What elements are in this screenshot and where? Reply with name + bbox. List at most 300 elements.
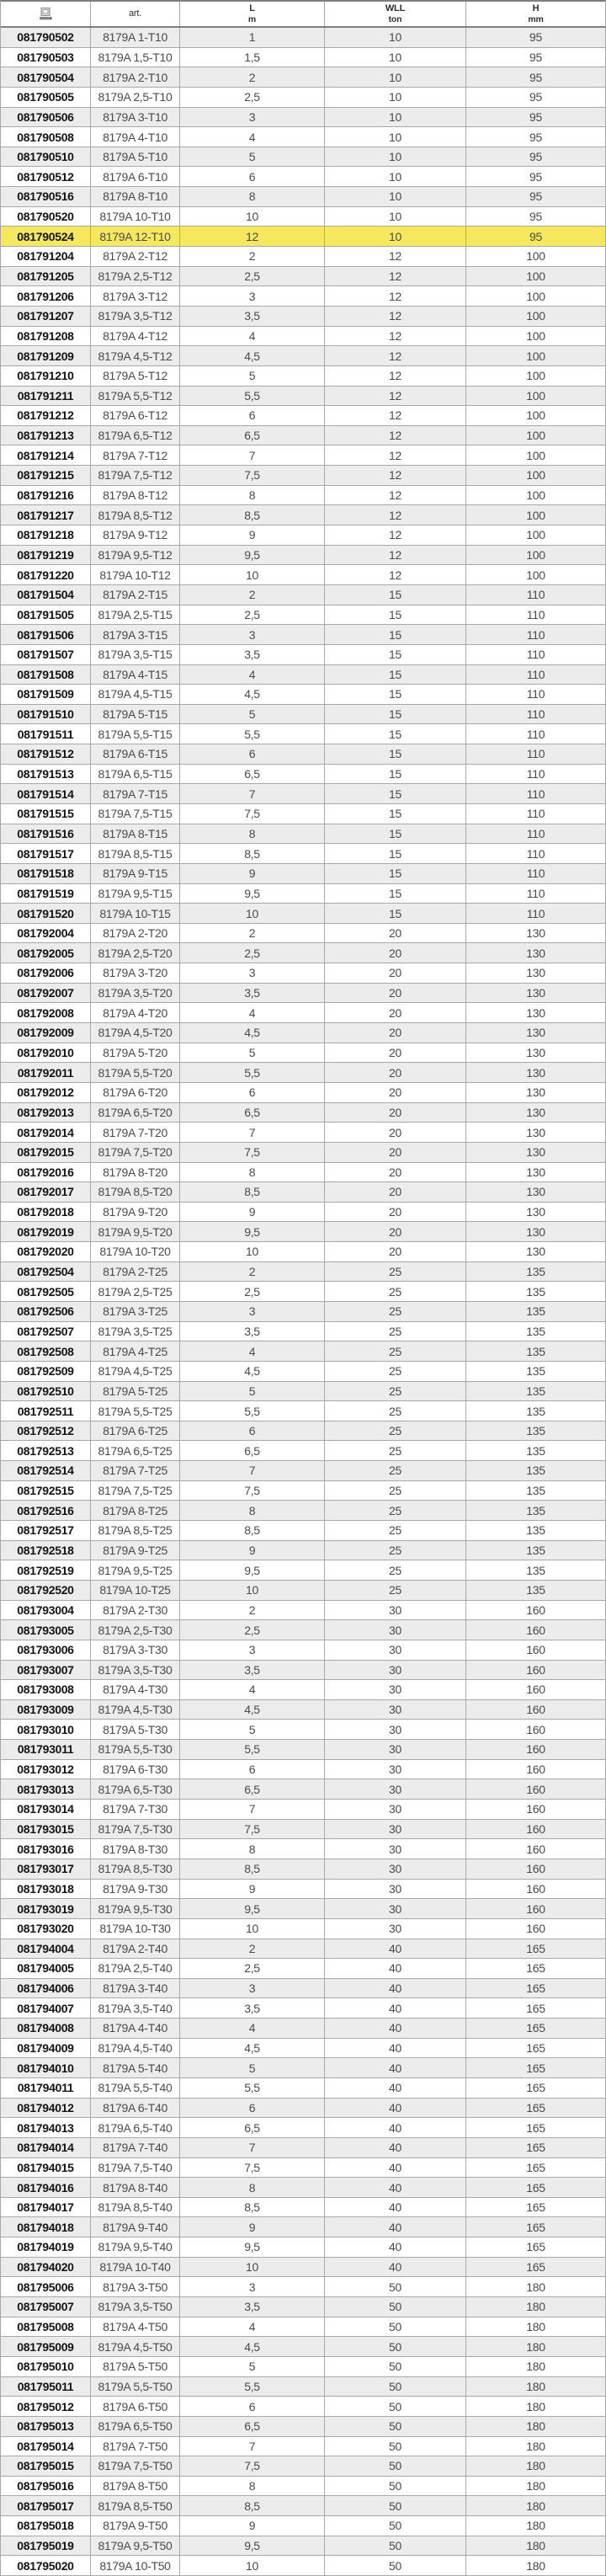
table-row[interactable] — [1, 685, 605, 705]
cell-length: 3 — [180, 963, 325, 983]
cell-code[interactable]: 081792516 — [1, 1501, 91, 1520]
table-row[interactable] — [1, 1581, 605, 1601]
table-row[interactable] — [1, 1700, 605, 1720]
cell-code[interactable]: 081794009 — [1, 2039, 91, 2058]
cell-height: 130 — [526, 1125, 545, 1139]
cell-length: 3,5 — [180, 2297, 325, 2317]
cell-code[interactable]: 081791218 — [1, 525, 91, 545]
cell-code[interactable]: 081791206 — [1, 286, 91, 306]
table-row[interactable] — [1, 904, 605, 924]
table-row[interactable] — [1, 744, 605, 765]
cell-code[interactable]: 081791505 — [1, 605, 91, 625]
cell-code[interactable]: 081791213 — [1, 426, 91, 445]
table-row[interactable] — [1, 2039, 605, 2059]
table-row[interactable] — [1, 1481, 605, 1501]
cell-code[interactable]: 081792517 — [1, 1521, 91, 1540]
table-row[interactable] — [1, 2477, 605, 2497]
table-row[interactable] — [1, 1222, 605, 1242]
table-row[interactable] — [1, 2198, 605, 2218]
table-row[interactable] — [1, 864, 605, 884]
cell-code[interactable]: 081791209 — [1, 346, 91, 365]
cell-wll: 15 — [325, 844, 466, 863]
cell-art: 8179A 7-T25 — [91, 1461, 180, 1480]
cell-code[interactable]: 081794018 — [1, 2217, 91, 2237]
table-row[interactable] — [1, 1740, 605, 1760]
cell-code[interactable]: 081790503 — [1, 48, 91, 67]
table-row[interactable] — [1, 1661, 605, 1681]
table-row-highlighted[interactable] — [1, 227, 605, 247]
table-row[interactable] — [1, 2217, 605, 2237]
cell-code[interactable]: 081790524 — [1, 227, 91, 246]
table-row[interactable] — [1, 2138, 605, 2158]
cell-height: 165 — [526, 2061, 545, 2075]
cell-code[interactable]: 081791205 — [1, 267, 91, 286]
table-row[interactable] — [1, 724, 605, 744]
table-row[interactable] — [1, 406, 605, 426]
cell-length: 6,5 — [180, 1103, 325, 1123]
cell-height: 110 — [526, 588, 545, 602]
table-row[interactable] — [1, 984, 605, 1004]
table-row[interactable] — [1, 1779, 605, 1800]
cell-code[interactable]: 081795007 — [1, 2297, 91, 2317]
cell-code[interactable]: 081793020 — [1, 1919, 91, 1939]
cell-code[interactable]: 081791519 — [1, 884, 91, 904]
table-row[interactable] — [1, 2158, 605, 2179]
cell-code[interactable]: 081795019 — [1, 2536, 91, 2556]
cell-code[interactable]: 081791210 — [1, 366, 91, 386]
cell-height: 165 — [526, 2041, 545, 2056]
table-row[interactable] — [1, 565, 605, 585]
table-row[interactable] — [1, 2118, 605, 2138]
table-row[interactable] — [1, 67, 605, 88]
cell-code[interactable]: 081794014 — [1, 2138, 91, 2157]
cell-wll: 12 — [325, 546, 466, 565]
cell-code[interactable]: 081792004 — [1, 924, 91, 943]
cell-code[interactable]: 081792005 — [1, 943, 91, 963]
cell-code[interactable]: 081792520 — [1, 1581, 91, 1600]
table-row[interactable] — [1, 585, 605, 605]
table-row[interactable] — [1, 1441, 605, 1461]
table-row[interactable] — [1, 1242, 605, 1262]
table-row[interactable] — [1, 844, 605, 864]
table-row[interactable] — [1, 1720, 605, 1740]
table-row[interactable] — [1, 108, 605, 128]
table-row[interactable] — [1, 1521, 605, 1541]
cell-code[interactable]: 081792011 — [1, 1063, 91, 1082]
cell-code[interactable]: 081790512 — [1, 167, 91, 186]
table-row[interactable] — [1, 943, 605, 963]
cell-art: 8179A 2,5-T12 — [91, 267, 180, 286]
table-row[interactable] — [1, 127, 605, 147]
table-row[interactable] — [1, 1998, 605, 2019]
table-row[interactable] — [1, 2456, 605, 2477]
cell-code[interactable]: 081791517 — [1, 844, 91, 863]
table-row[interactable] — [1, 525, 605, 546]
cell-wll: 30 — [325, 1779, 466, 1799]
table-row[interactable] — [1, 387, 605, 407]
cell-code[interactable]: 081792505 — [1, 1282, 91, 1301]
cell-code[interactable]: 081792006 — [1, 963, 91, 983]
table-row[interactable] — [1, 605, 605, 626]
cell-code[interactable]: 081793016 — [1, 1839, 91, 1859]
cell-code[interactable]: 081793006 — [1, 1640, 91, 1660]
cell-code[interactable]: 081794007 — [1, 1998, 91, 2018]
cell-code[interactable]: 081792012 — [1, 1083, 91, 1102]
cell-art: 8179A 12-T10 — [91, 227, 180, 246]
cell-code[interactable]: 081792020 — [1, 1242, 91, 1261]
table-row[interactable] — [1, 1959, 605, 1979]
cell-art: 8179A 5,5-T20 — [91, 1063, 180, 1082]
cell-code[interactable]: 081794010 — [1, 2058, 91, 2077]
cell-code[interactable]: 081791506 — [1, 625, 91, 644]
cell-code[interactable]: 081791211 — [1, 387, 91, 406]
cell-code[interactable]: 081795015 — [1, 2456, 91, 2476]
table-row[interactable] — [1, 2058, 605, 2078]
table-row[interactable] — [1, 1939, 605, 1960]
cell-code[interactable]: 081792506 — [1, 1302, 91, 1321]
cell-code[interactable]: 081794008 — [1, 2019, 91, 2038]
table-row[interactable] — [1, 2237, 605, 2258]
table-row[interactable] — [1, 1322, 605, 1342]
cell-code[interactable]: 081791518 — [1, 864, 91, 883]
cell-code[interactable]: 081792010 — [1, 1043, 91, 1063]
table-row[interactable] — [1, 2536, 605, 2557]
cell-code[interactable]: 081792509 — [1, 1362, 91, 1381]
cell-code[interactable]: 081790506 — [1, 108, 91, 127]
cell-code[interactable]: 081795012 — [1, 2397, 91, 2416]
table-row[interactable] — [1, 2496, 605, 2516]
table-row[interactable] — [1, 1163, 605, 1183]
cell-art: 8179A 8,5-T25 — [91, 1521, 180, 1540]
table-row[interactable] — [1, 48, 605, 68]
cell-code[interactable]: 081790510 — [1, 147, 91, 167]
table-row[interactable] — [1, 1899, 605, 1919]
table-row[interactable] — [1, 466, 605, 486]
table-row[interactable] — [1, 1421, 605, 1442]
cell-art: 8179A 9-T12 — [91, 525, 180, 545]
table-row[interactable] — [1, 187, 605, 207]
table-row[interactable] — [1, 2357, 605, 2377]
cell-height: 135 — [526, 1324, 545, 1338]
cell-code[interactable]: 081795008 — [1, 2317, 91, 2337]
cell-code[interactable]: 081792015 — [1, 1143, 91, 1162]
cell-code[interactable]: 081795017 — [1, 2496, 91, 2515]
cell-height: 165 — [526, 2200, 545, 2215]
cell-code[interactable]: 081792510 — [1, 1382, 91, 1401]
table-row[interactable] — [1, 2297, 605, 2317]
table-row[interactable] — [1, 1203, 605, 1223]
cell-wll: 15 — [325, 605, 466, 625]
table-row[interactable] — [1, 426, 605, 446]
cell-code[interactable]: 081791504 — [1, 585, 91, 605]
cell-code[interactable]: 081791208 — [1, 327, 91, 346]
cell-code[interactable]: 081790504 — [1, 67, 91, 87]
cell-height: 135 — [526, 1364, 545, 1379]
table-row[interactable] — [1, 1820, 605, 1840]
table-row[interactable] — [1, 2099, 605, 2119]
cell-wll: 12 — [325, 366, 466, 386]
table-row[interactable] — [1, 2337, 605, 2357]
table-row[interactable] — [1, 1601, 605, 1621]
cell-code[interactable]: 081793007 — [1, 1661, 91, 1680]
cell-code[interactable]: 081791214 — [1, 445, 91, 465]
table-row[interactable] — [1, 765, 605, 785]
table-row[interactable] — [1, 486, 605, 506]
cell-code[interactable]: 081791516 — [1, 824, 91, 844]
table-row[interactable] — [1, 445, 605, 466]
cell-code[interactable]: 081792016 — [1, 1163, 91, 1182]
cell-code[interactable]: 081792014 — [1, 1123, 91, 1142]
table-row[interactable] — [1, 1461, 605, 1481]
cell-code[interactable]: 081793008 — [1, 1680, 91, 1699]
table-row[interactable] — [1, 924, 605, 944]
table-row[interactable] — [1, 346, 605, 366]
cell-code[interactable]: 081792511 — [1, 1401, 91, 1421]
table-row[interactable] — [1, 2019, 605, 2039]
table-row[interactable] — [1, 167, 605, 187]
table-row[interactable] — [1, 1640, 605, 1661]
cell-length: 8,5 — [180, 844, 325, 863]
cell-code[interactable]: 081792007 — [1, 984, 91, 1003]
cell-code[interactable]: 081793017 — [1, 1859, 91, 1879]
cell-code[interactable]: 081794019 — [1, 2237, 91, 2257]
table-row[interactable] — [1, 1620, 605, 1640]
table-row[interactable] — [1, 1103, 605, 1123]
cell-height: 165 — [526, 2260, 545, 2275]
cell-code[interactable]: 081791515 — [1, 804, 91, 824]
table-row[interactable] — [1, 1341, 605, 1362]
table-row[interactable] — [1, 1979, 605, 1999]
cell-code[interactable]: 081791510 — [1, 705, 91, 724]
table-row[interactable] — [1, 366, 605, 387]
cell-code[interactable]: 081794016 — [1, 2178, 91, 2197]
cell-code[interactable]: 081793019 — [1, 1899, 91, 1918]
cell-length: 7,5 — [180, 2158, 325, 2178]
table-row[interactable] — [1, 1501, 605, 1521]
cell-code[interactable]: 081791513 — [1, 765, 91, 784]
cell-code[interactable]: 081792013 — [1, 1103, 91, 1123]
cell-art: 8179A 9-T20 — [91, 1203, 180, 1222]
table-row[interactable] — [1, 784, 605, 804]
cell-code[interactable]: 081791507 — [1, 645, 91, 664]
cell-length: 3,5 — [180, 1998, 325, 2018]
cell-code[interactable]: 081793018 — [1, 1880, 91, 1899]
cell-code[interactable]: 081790508 — [1, 127, 91, 147]
cell-code[interactable]: 081792017 — [1, 1182, 91, 1202]
cell-wll: 10 — [325, 28, 466, 47]
table-row[interactable] — [1, 1859, 605, 1880]
table-row[interactable] — [1, 2516, 605, 2536]
cell-code[interactable]: 081790516 — [1, 187, 91, 206]
table-row[interactable] — [1, 1143, 605, 1163]
table-row[interactable] — [1, 1043, 605, 1064]
table-row[interactable] — [1, 1362, 605, 1382]
table-row[interactable] — [1, 286, 605, 307]
cell-code[interactable]: 081794005 — [1, 1959, 91, 1978]
cell-code[interactable]: 081794020 — [1, 2258, 91, 2277]
table-row[interactable] — [1, 1560, 605, 1581]
cell-code[interactable]: 081791511 — [1, 724, 91, 744]
cell-code[interactable]: 081792508 — [1, 1341, 91, 1361]
table-row[interactable] — [1, 1063, 605, 1083]
table-row[interactable] — [1, 2437, 605, 2457]
table-row[interactable] — [1, 2277, 605, 2297]
cell-code[interactable]: 081790502 — [1, 28, 91, 47]
cell-code[interactable]: 081792519 — [1, 1560, 91, 1580]
cell-code[interactable]: 081795011 — [1, 2377, 91, 2397]
table-row[interactable] — [1, 1839, 605, 1859]
cell-code[interactable]: 081791514 — [1, 784, 91, 803]
cell-length: 4 — [180, 2317, 325, 2337]
cell-height: 165 — [526, 2220, 545, 2234]
cell-code[interactable]: 081792514 — [1, 1461, 91, 1480]
table-row[interactable] — [1, 884, 605, 904]
cell-code[interactable]: 081793013 — [1, 1779, 91, 1799]
cell-code[interactable]: 081792515 — [1, 1481, 91, 1501]
cell-code[interactable]: 081793004 — [1, 1601, 91, 1620]
table-row[interactable] — [1, 147, 605, 168]
table-row[interactable] — [1, 28, 605, 48]
table-row[interactable] — [1, 1302, 605, 1322]
cell-art: 8179A 5,5-T12 — [91, 387, 180, 406]
cell-code[interactable]: 081794006 — [1, 1979, 91, 1998]
table-row[interactable] — [1, 963, 605, 984]
cell-code[interactable]: 081792504 — [1, 1262, 91, 1282]
table-row[interactable] — [1, 2317, 605, 2338]
cell-height: 110 — [526, 846, 545, 861]
cell-code[interactable]: 081795014 — [1, 2437, 91, 2456]
table-row[interactable] — [1, 804, 605, 824]
table-row[interactable] — [1, 665, 605, 685]
table-row[interactable] — [1, 1541, 605, 1561]
table-row[interactable] — [1, 824, 605, 845]
table-row[interactable] — [1, 1760, 605, 1780]
cell-code[interactable]: 081795010 — [1, 2357, 91, 2376]
cell-length: 4,5 — [180, 685, 325, 704]
table-row[interactable] — [1, 207, 605, 227]
cell-code[interactable]: 081791207 — [1, 307, 91, 326]
cell-code[interactable]: 081791520 — [1, 904, 91, 923]
cell-height: 130 — [526, 1065, 545, 1080]
cell-code[interactable]: 081791508 — [1, 665, 91, 685]
table-row[interactable] — [1, 1083, 605, 1103]
cell-code[interactable]: 081791509 — [1, 685, 91, 704]
table-row[interactable] — [1, 1401, 605, 1421]
cell-code[interactable]: 081793010 — [1, 1720, 91, 1739]
cell-code[interactable]: 081793011 — [1, 1740, 91, 1759]
table-row[interactable] — [1, 1919, 605, 1939]
cell-code[interactable]: 081791216 — [1, 486, 91, 505]
cell-code[interactable]: 081792513 — [1, 1441, 91, 1460]
cell-code[interactable]: 081793015 — [1, 1820, 91, 1839]
table-row[interactable] — [1, 1680, 605, 1700]
cell-code[interactable]: 081795018 — [1, 2516, 91, 2536]
table-row[interactable] — [1, 625, 605, 645]
cell-code[interactable]: 081791212 — [1, 406, 91, 425]
table-row[interactable] — [1, 2397, 605, 2417]
cell-code[interactable]: 081791220 — [1, 565, 91, 584]
table-row[interactable] — [1, 1282, 605, 1302]
table-row[interactable] — [1, 2556, 605, 2576]
cell-code[interactable]: 081795020 — [1, 2556, 91, 2575]
table-row[interactable] — [1, 1800, 605, 1820]
table-row[interactable] — [1, 1023, 605, 1043]
cell-code[interactable]: 081794012 — [1, 2099, 91, 2118]
table-row[interactable] — [1, 2377, 605, 2397]
cell-code[interactable]: 081792507 — [1, 1322, 91, 1341]
cell-code[interactable]: 081790520 — [1, 207, 91, 227]
table-row[interactable] — [1, 1182, 605, 1203]
table-row[interactable] — [1, 705, 605, 725]
cell-code[interactable]: 081795009 — [1, 2337, 91, 2356]
table-row[interactable] — [1, 88, 605, 108]
table-row[interactable] — [1, 546, 605, 566]
cell-code[interactable]: 081792512 — [1, 1421, 91, 1441]
cell-code[interactable]: 081794011 — [1, 2078, 91, 2098]
table-row[interactable] — [1, 1003, 605, 1023]
table-row[interactable] — [1, 327, 605, 347]
cell-code[interactable]: 081793014 — [1, 1800, 91, 1819]
cell-code[interactable]: 081795016 — [1, 2477, 91, 2496]
cell-code[interactable]: 081793012 — [1, 1760, 91, 1779]
table-row[interactable] — [1, 1382, 605, 1402]
table-row[interactable] — [1, 247, 605, 267]
cell-code[interactable]: 081791215 — [1, 466, 91, 485]
table-row[interactable] — [1, 1123, 605, 1143]
cell-code[interactable]: 081794017 — [1, 2198, 91, 2217]
table-row[interactable] — [1, 267, 605, 287]
cell-height: 110 — [526, 747, 545, 761]
cell-code[interactable]: 081792009 — [1, 1023, 91, 1043]
cell-code[interactable]: 081794013 — [1, 2118, 91, 2137]
cell-length: 4 — [180, 2019, 325, 2038]
table-row[interactable] — [1, 645, 605, 665]
table-row[interactable] — [1, 2417, 605, 2437]
cell-code[interactable]: 081794004 — [1, 1939, 91, 1959]
table-row[interactable] — [1, 1880, 605, 1900]
cell-length: 9,5 — [180, 2237, 325, 2257]
table-row[interactable] — [1, 1262, 605, 1283]
cell-code[interactable]: 081792518 — [1, 1541, 91, 1560]
cell-code[interactable]: 081795006 — [1, 2277, 91, 2296]
cell-code[interactable]: 081793005 — [1, 1620, 91, 1640]
cell-code[interactable]: 081791219 — [1, 546, 91, 565]
cell-code[interactable]: 081791512 — [1, 744, 91, 764]
table-row[interactable] — [1, 2258, 605, 2278]
cell-code[interactable]: 081795013 — [1, 2417, 91, 2436]
cell-wll: 20 — [325, 1083, 466, 1102]
cell-code[interactable]: 081793009 — [1, 1700, 91, 1720]
cell-art: 8179A 7-T40 — [91, 2138, 180, 2157]
table-row[interactable] — [1, 505, 605, 525]
table-row[interactable] — [1, 2178, 605, 2198]
cell-code[interactable]: 081791217 — [1, 505, 91, 525]
cell-code[interactable]: 081791204 — [1, 247, 91, 266]
cell-code[interactable]: 081792018 — [1, 1203, 91, 1222]
cell-length: 2,5 — [180, 605, 325, 625]
cell-code[interactable]: 081790505 — [1, 88, 91, 107]
cell-length: 10 — [180, 1581, 325, 1600]
cell-code[interactable]: 081792008 — [1, 1003, 91, 1022]
cell-height: 130 — [526, 1205, 545, 1219]
cell-code[interactable]: 081794015 — [1, 2158, 91, 2178]
cell-height: 100 — [526, 269, 545, 283]
table-row[interactable] — [1, 307, 605, 327]
cell-code[interactable]: 081792019 — [1, 1222, 91, 1241]
table-row[interactable] — [1, 2078, 605, 2099]
computer-icon — [36, 8, 55, 21]
cell-wll: 10 — [325, 207, 466, 227]
